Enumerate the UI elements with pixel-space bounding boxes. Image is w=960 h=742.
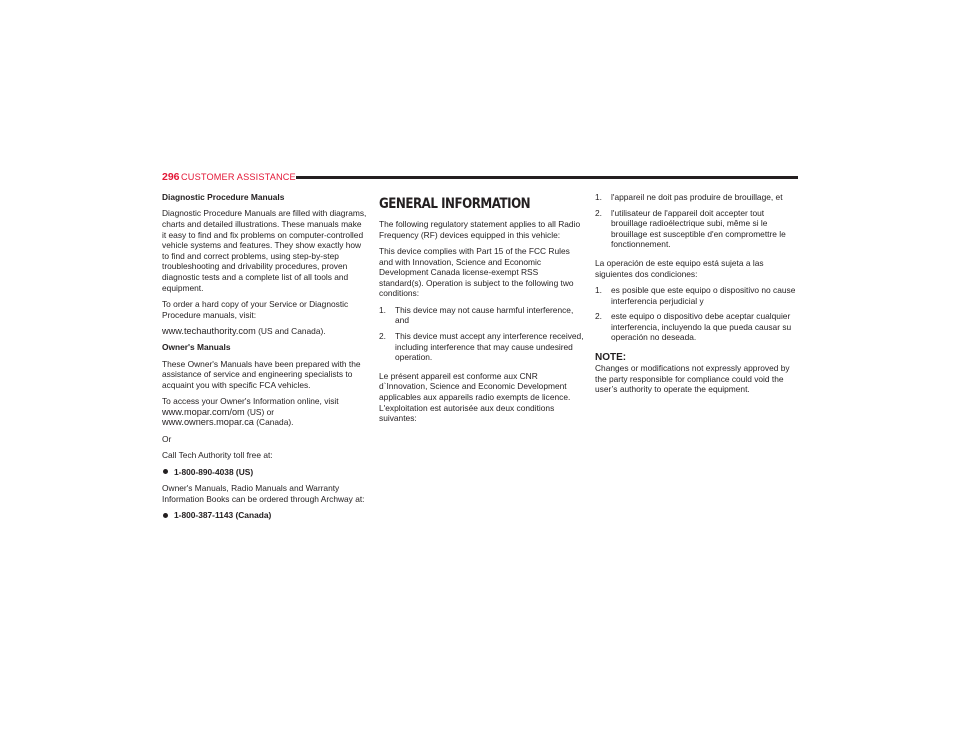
diagnostic-manuals-body: Diagnostic Procedure Manuals are filled with diagrams, charts and detailed illustrations. These manuals make it easy to find and fix problems on computer-controlled vehicle systems and features. They show exactly how to find and correct problems, using step-by-step troubleshooting and drivability procedures, proven diagnostic tests and a complete list of all tools and equipment. <box>162 208 367 293</box>
call-text: Call Tech Authority toll free at: <box>162 450 273 461</box>
owners-mopar-link[interactable]: www.owners.mopar.ca <box>162 417 254 428</box>
owners-mopar-suffix: (Canada). <box>253 417 294 428</box>
list-item <box>379 331 584 363</box>
owners-manuals-body: These Owner's Manuals have been prepared with the assistance of service and engineering specialists to acquaint you with specific FCA vehicles. <box>162 358 361 390</box>
note-text: Changes or modifications not expressly approved by the party responsible for compliance could void the user’s authority to operate the equipment. <box>595 362 790 395</box>
list-number: 2. <box>595 311 602 322</box>
french-statement: Le présent appareil est conforme aux CNR d`Innovation, Science and Economic Development applicables aux appareils radio exempts de licence. L'exploitation est autorisée aux deux conditions suivantes: <box>379 370 571 424</box>
note-label: NOTE: <box>595 351 627 363</box>
page-number: 296 <box>162 171 180 183</box>
owners-manuals-heading: Owner's Manuals <box>162 342 231 353</box>
page-header <box>162 171 798 185</box>
radio-manuals-text: Owner's Manuals, Radio Manuals and Warranty Information Books can be ordered through Archway at: <box>162 483 365 504</box>
bullet-icon <box>163 513 168 518</box>
list-text: este equipo o dispositivo debe aceptar cualquier interferencia, incluyendo la que pueda causar su operación no deseada. <box>611 311 792 343</box>
list-item <box>595 208 800 250</box>
phone-canada-item <box>162 510 367 521</box>
techauthority-suffix: (US and Canada). <box>255 325 326 336</box>
general-information-title: GENERAL INFORMATION <box>379 196 531 212</box>
fcc-statement: This device complies with Part 15 of the FCC Rules and with Innovation, Science and Economic Development Canada license-exempt RSS standard(s). Operation is subject to the following two conditions: <box>379 245 574 299</box>
column-left <box>162 192 367 526</box>
phone-us-item <box>162 467 367 478</box>
list-item <box>595 311 800 343</box>
french-conditions-list <box>595 192 800 250</box>
list-text: l'appareil ne doit pas produire de brouillage, et <box>611 192 783 202</box>
list-text: l'utilisateur de l'appareil doit accepter tout brouillage radioélectrique subi, même si le brouillage est susceptible d'en compromettre le fonctionnement. <box>611 207 786 250</box>
bullet-icon <box>163 469 168 474</box>
list-item <box>595 285 800 306</box>
list-text: es posible que este equipo o dispositivo no cause interferencia perjudicial y <box>611 284 796 306</box>
phone-us: 1-800-890-4038 (US) <box>174 466 254 477</box>
mopar-suffix: (US) or <box>244 406 275 417</box>
spanish-statement: La operación de este equipo está sujeta a las siguientes dos condiciones: <box>595 257 764 279</box>
section-title: CUSTOMER ASSISTANCE <box>181 171 296 182</box>
techauthority-line <box>162 326 367 337</box>
order-text: To order a hard copy of your Service or Diagnostic Procedure manuals, visit: <box>162 298 349 320</box>
list-text: This device must accept any interference received, including interference that may cause undesired operation. <box>395 330 584 363</box>
list-number: 1. <box>595 284 602 295</box>
header-rule <box>296 176 798 179</box>
access-online-text <box>162 396 367 428</box>
techauthority-link[interactable]: www.techauthority.com <box>162 325 256 336</box>
list-number: 1. <box>595 192 602 202</box>
diagnostic-manuals-heading: Diagnostic Procedure Manuals <box>162 192 285 202</box>
column-right <box>595 192 800 401</box>
column-middle <box>379 196 584 429</box>
rf-intro: The following regulatory statement applies to all Radio Frequency (RF) devices equipped in this vehicle: <box>379 219 581 240</box>
fcc-conditions-list <box>379 305 584 363</box>
phone-canada: 1-800-387-1143 (Canada) <box>174 510 272 521</box>
list-number: 2. <box>595 207 602 218</box>
list-number: 2. <box>379 330 386 341</box>
list-number: 1. <box>379 304 386 315</box>
list-item <box>379 305 584 326</box>
list-item <box>595 192 800 203</box>
access-text: To access your Owner's Information online, visit <box>162 396 339 407</box>
or-text: Or <box>162 433 172 444</box>
spanish-conditions-list <box>595 285 800 343</box>
list-text: This device may not cause harmful interference, and <box>395 304 574 326</box>
mopar-link[interactable]: www.mopar.com/om <box>162 406 245 417</box>
